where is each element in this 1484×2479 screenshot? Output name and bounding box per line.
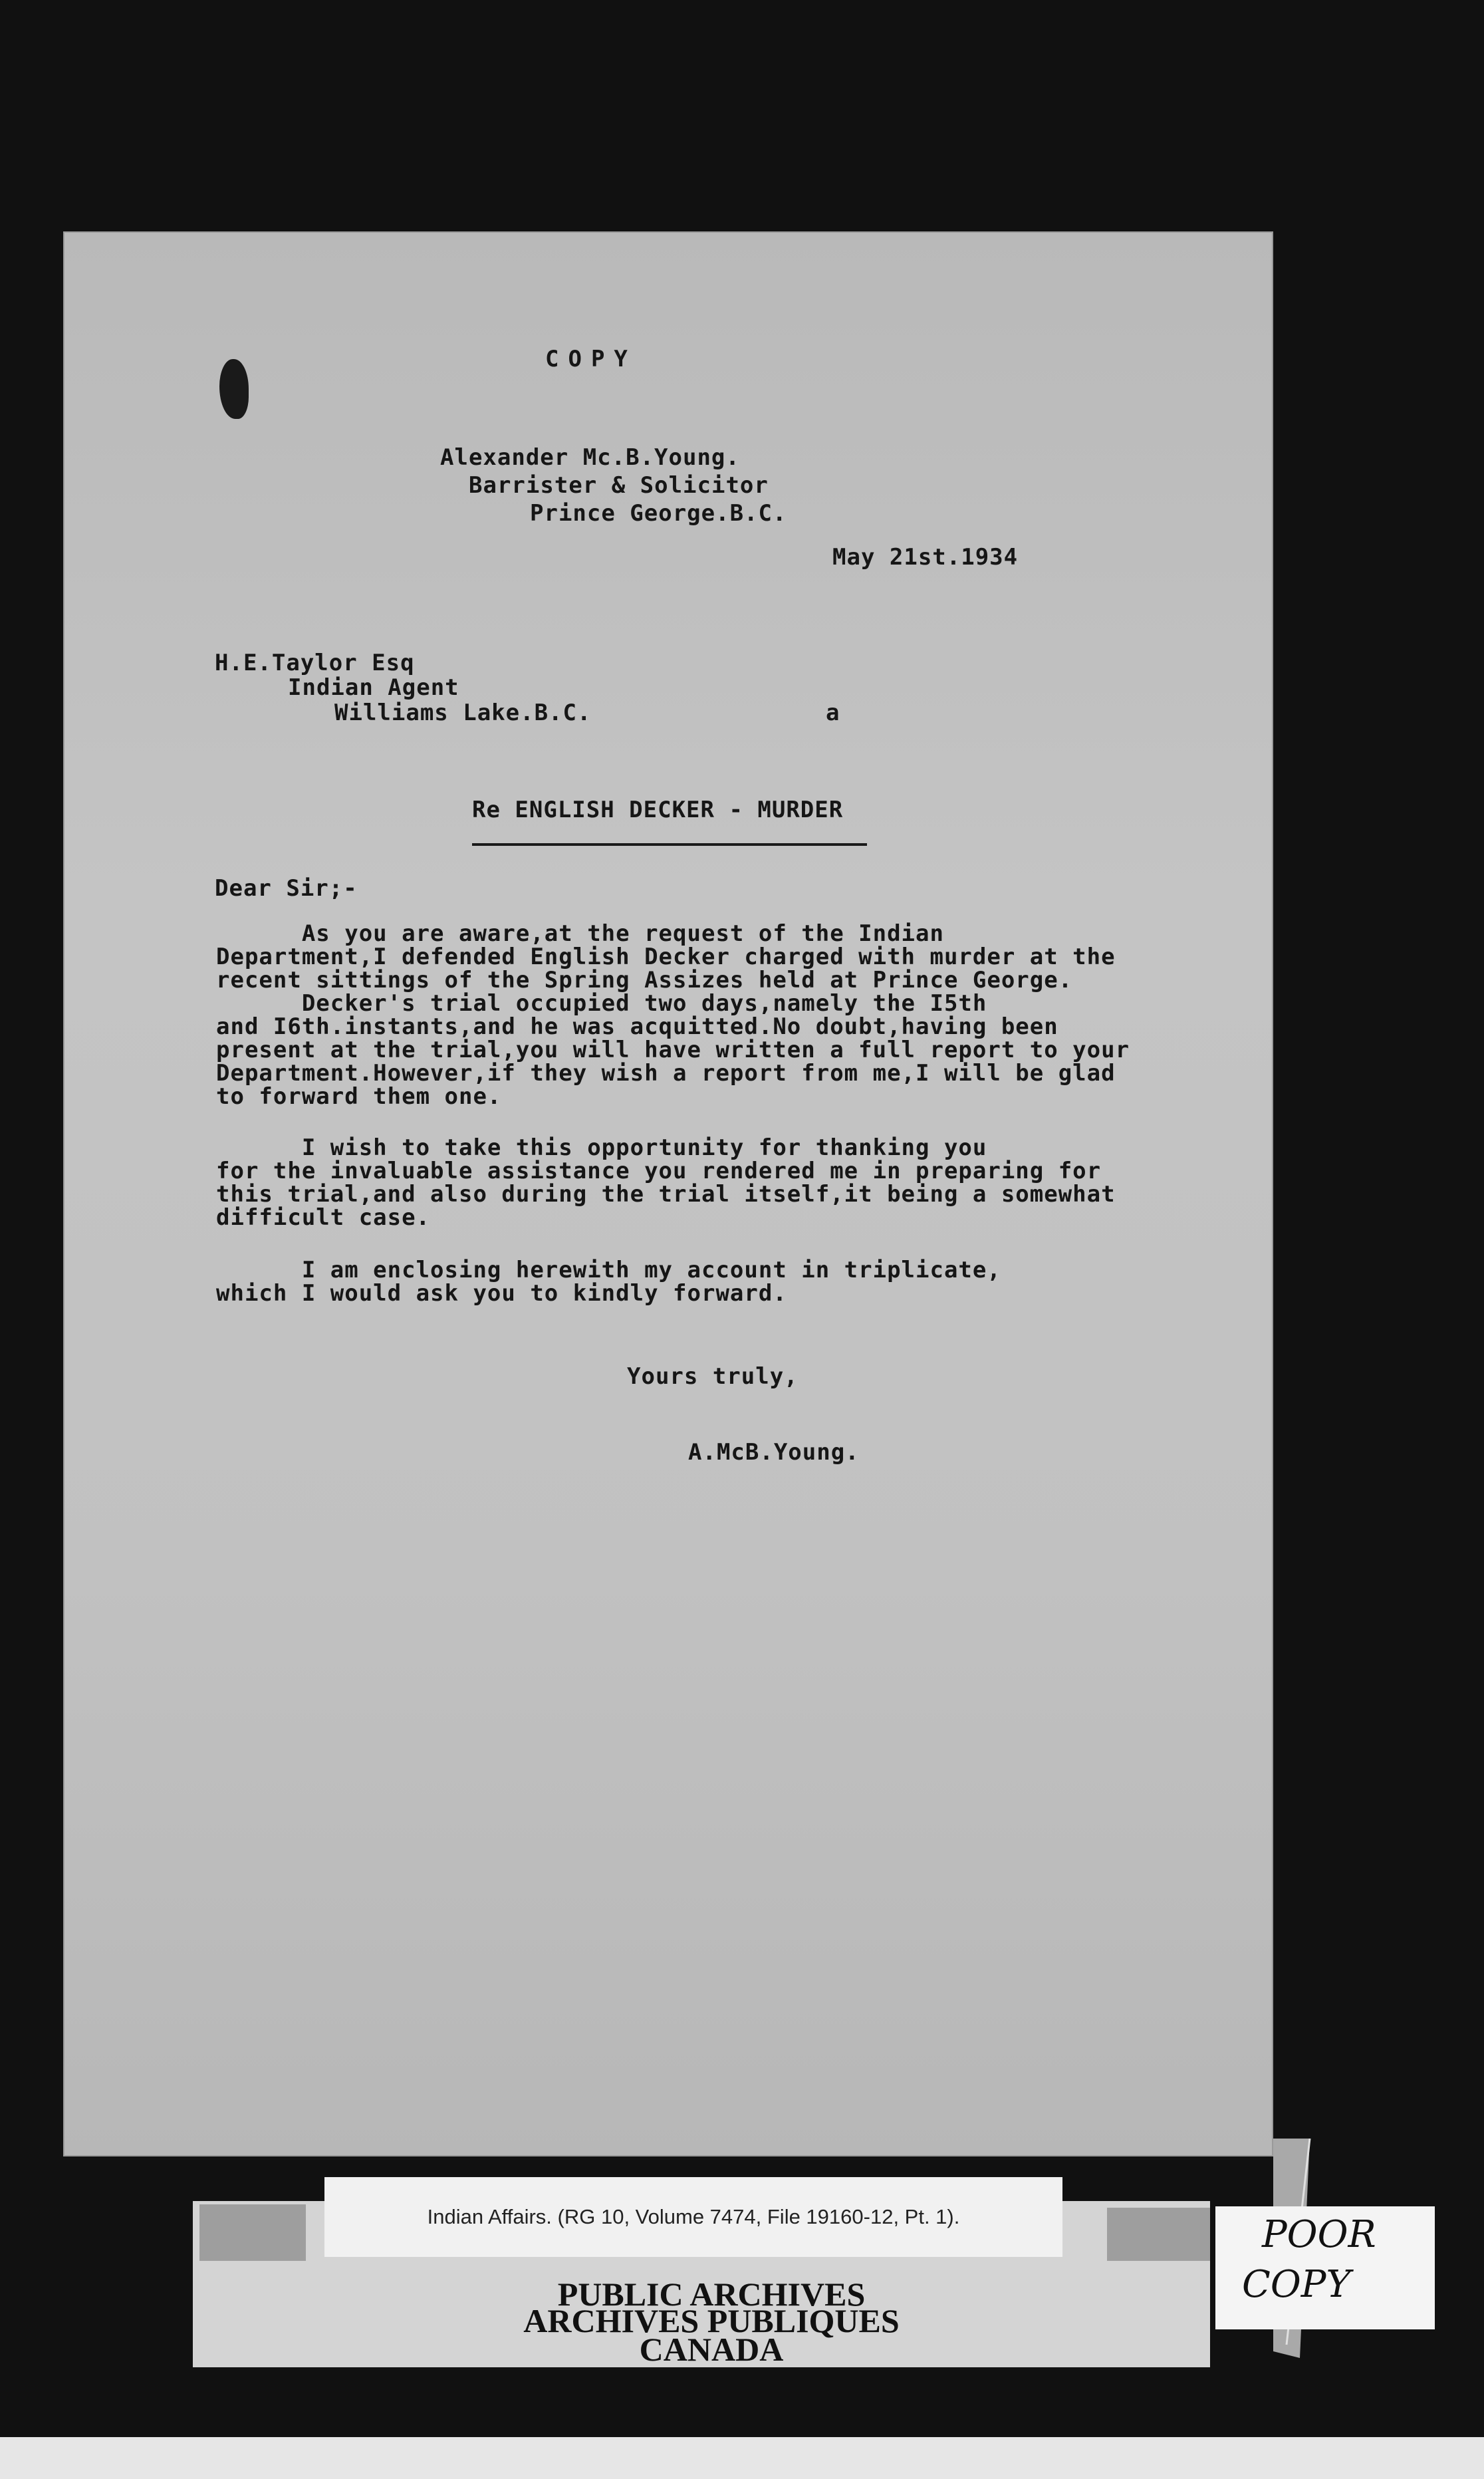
letter-date: May 21st.1934 — [832, 544, 1019, 571]
sender-title: Barrister & Solicitor — [469, 472, 769, 499]
ink-blot-mark — [219, 359, 249, 419]
archive-stamp-line-2: ARCHIVES PUBLIQUES — [523, 2302, 900, 2339]
recipient-title: Indian Agent — [288, 674, 459, 701]
poor-copy-note-line-1: POOR — [1262, 2213, 1376, 2256]
body-line: to forward them one. — [216, 1083, 502, 1110]
poor-copy-note — [1215, 2206, 1435, 2329]
subject-line: Re ENGLISH DECKER - MURDER — [472, 797, 844, 823]
body-line: I wish to take this opportunity for thanking you — [216, 1134, 987, 1161]
recipient-mark: a — [826, 700, 840, 726]
body-line: Department.However,if they wish a report from me,I will be glad — [216, 1060, 1116, 1087]
subject-underline — [472, 843, 867, 846]
sender-location: Prince George.B.C. — [530, 500, 787, 527]
body-line: and I6th.instants,and he was acquitted.No doubt,having been — [216, 1013, 1058, 1040]
closing: Yours truly, — [627, 1363, 799, 1390]
body-line: difficult case. — [216, 1204, 431, 1231]
poor-copy-note-line-2: COPY — [1242, 2263, 1351, 2306]
signature: A.McB.Young. — [688, 1439, 860, 1466]
recipient-name: H.E.Taylor Esq — [215, 650, 415, 676]
body-line: Department,I defended English Decker charged with murder at the — [216, 944, 1116, 970]
archive-reference-label — [324, 2177, 1062, 2257]
archive-stamp-line-3: CANADA — [639, 2331, 784, 2368]
salutation: Dear Sir;- — [215, 875, 358, 902]
stamp-tab-right — [1107, 2208, 1210, 2261]
archive-stamp-line-1: PUBLIC ARCHIVES — [557, 2276, 866, 2313]
recipient-location: Williams Lake.B.C. — [334, 700, 592, 726]
copy-mark: COPY — [545, 346, 637, 372]
sender-name: Alexander Mc.B.Young. — [440, 444, 740, 471]
body-line: recent sittings of the Spring Assizes held at Prince George. — [216, 967, 1073, 993]
body-line: Decker's trial occupied two days,namely the I5th — [216, 990, 987, 1017]
film-border-bottom — [0, 2437, 1484, 2479]
body-line: for the invaluable assistance you rendered me in preparing for — [216, 1158, 1102, 1184]
body-line: I am enclosing herewith my account in triplicate, — [216, 1257, 1001, 1283]
body-line: As you are aware,at the request of the Indian — [216, 920, 944, 947]
body-line: which I would ask you to kindly forward. — [216, 1280, 787, 1307]
archive-reference-text: Indian Affairs. (RG 10, Volume 7474, File 19160-12, Pt. 1). — [427, 2205, 960, 2228]
body-line: present at the trial,you will have written a full report to your — [216, 1037, 1130, 1063]
stamp-tab-left — [199, 2204, 306, 2261]
body-line: this trial,and also during the trial itself,it being a somewhat — [216, 1181, 1116, 1208]
